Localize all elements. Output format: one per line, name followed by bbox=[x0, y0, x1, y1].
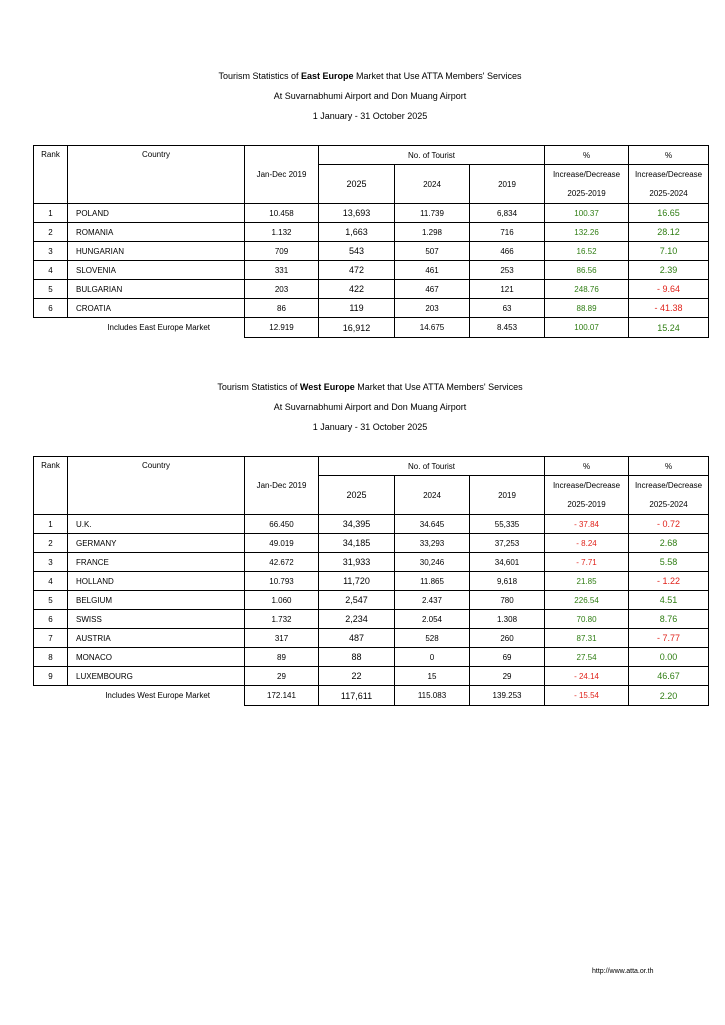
rank-cell: 3 bbox=[34, 242, 68, 261]
footer-url: http://www.atta.or.th bbox=[592, 968, 654, 975]
table-row bbox=[34, 553, 709, 572]
total-row bbox=[34, 686, 709, 706]
country-header: Country bbox=[68, 146, 245, 204]
table-row bbox=[34, 572, 709, 591]
pct-2019-cell: - 37.84 bbox=[545, 515, 629, 534]
jan-dec-2019-cell: 66.450 bbox=[245, 515, 319, 534]
jan-dec-2019-cell: 1.060 bbox=[245, 591, 319, 610]
country-cell: POLAND bbox=[68, 204, 245, 223]
year-2024-cell: 1.298 bbox=[395, 223, 470, 242]
year-2019-cell: 37,253 bbox=[470, 534, 545, 553]
year-2024-cell: 203 bbox=[395, 299, 470, 318]
pct-2024-cell: - 1.22 bbox=[629, 572, 709, 591]
west-europe-table bbox=[33, 456, 709, 706]
pct-2024-cell: - 9.64 bbox=[629, 280, 709, 299]
year-2025-cell: 34,185 bbox=[319, 534, 395, 553]
year-2024-cell: 11.739 bbox=[395, 204, 470, 223]
year-2024-cell: 467 bbox=[395, 280, 470, 299]
pct-2019-cell: 86.56 bbox=[545, 261, 629, 280]
year-2019-cell: 6,834 bbox=[470, 204, 545, 223]
jan-dec-2019-header: Jan-Dec 2019 bbox=[245, 146, 319, 204]
pct-2019-header: % bbox=[545, 457, 629, 476]
pct-2019-cell: 100.37 bbox=[545, 204, 629, 223]
year-2025-cell: 543 bbox=[319, 242, 395, 261]
jan-dec-2019-cell: 89 bbox=[245, 648, 319, 667]
pct-2019-cell: 16.52 bbox=[545, 242, 629, 261]
east-region-name: East Europe bbox=[301, 71, 354, 81]
pct-2019-cell: - 24.14 bbox=[545, 667, 629, 686]
year-2019-cell: 260 bbox=[470, 629, 545, 648]
rank-cell: 4 bbox=[34, 261, 68, 280]
year-2019-cell: 716 bbox=[470, 223, 545, 242]
pct-2024-cell: - 0.72 bbox=[629, 515, 709, 534]
year-2025-cell: 22 bbox=[319, 667, 395, 686]
country-header: Country bbox=[68, 457, 245, 515]
year-2025-cell: 422 bbox=[319, 280, 395, 299]
year-2025-cell: 11,720 bbox=[319, 572, 395, 591]
jan-dec-2019-cell: 86 bbox=[245, 299, 319, 318]
rank-cell: 3 bbox=[34, 553, 68, 572]
year-2024-cell: 2.054 bbox=[395, 610, 470, 629]
year-2024-cell: 2.437 bbox=[395, 591, 470, 610]
jan-dec-2019-cell: 203 bbox=[245, 280, 319, 299]
year-2019-cell: 121 bbox=[470, 280, 545, 299]
country-cell: ROMANIA bbox=[68, 223, 245, 242]
jan-dec-2019-cell: 709 bbox=[245, 242, 319, 261]
pct-2019-header: % bbox=[545, 146, 629, 165]
rank-cell: 1 bbox=[34, 515, 68, 534]
jan-dec-2019-cell: 29 bbox=[245, 667, 319, 686]
pct-2024-cell: 46.67 bbox=[629, 667, 709, 686]
year-2025-cell: 1,663 bbox=[319, 223, 395, 242]
pct-2024-cell: 0.00 bbox=[629, 648, 709, 667]
year-2024-cell: 15 bbox=[395, 667, 470, 686]
year-2019-header: 2019 bbox=[470, 476, 545, 515]
pct-2019-label: Increase/Decrease 2025-2019 bbox=[545, 476, 629, 515]
year-2024-cell: 461 bbox=[395, 261, 470, 280]
country-cell: SWISS bbox=[68, 610, 245, 629]
total-2024: 115.083 bbox=[395, 686, 470, 706]
east-subtitle: At Suvarnabhumi Airport and Don Muang Airport bbox=[273, 91, 467, 101]
total-pct-2019: 100.07 bbox=[545, 318, 629, 338]
rank-cell: 5 bbox=[34, 591, 68, 610]
year-2019-cell: 466 bbox=[470, 242, 545, 261]
year-2025-cell: 472 bbox=[319, 261, 395, 280]
pct-2024-cell: 16.65 bbox=[629, 204, 709, 223]
jan-dec-2019-header: Jan-Dec 2019 bbox=[245, 457, 319, 515]
pct-2024-cell: 2.39 bbox=[629, 261, 709, 280]
total-2025: 117,611 bbox=[319, 686, 395, 706]
year-2019-cell: 780 bbox=[470, 591, 545, 610]
pct-2024-label: Increase/Decrease 2025-2024 bbox=[629, 165, 709, 204]
total-row bbox=[34, 318, 709, 338]
year-2025-cell: 2,234 bbox=[319, 610, 395, 629]
pct-2024-cell: 2.68 bbox=[629, 534, 709, 553]
pct-2024-cell: 5.58 bbox=[629, 553, 709, 572]
rank-cell: 2 bbox=[34, 534, 68, 553]
year-2019-cell: 63 bbox=[470, 299, 545, 318]
rank-cell: 6 bbox=[34, 610, 68, 629]
total-jan-dec-2019: 12.919 bbox=[245, 318, 319, 338]
table-row bbox=[34, 261, 709, 280]
pct-2019-label: Increase/Decrease 2025-2019 bbox=[545, 165, 629, 204]
year-2019-cell: 9,618 bbox=[470, 572, 545, 591]
table-row bbox=[34, 629, 709, 648]
year-2024-cell: 0 bbox=[395, 648, 470, 667]
year-2025-header: 2025 bbox=[319, 476, 395, 515]
jan-dec-2019-cell: 317 bbox=[245, 629, 319, 648]
pct-2019-cell: - 8.24 bbox=[545, 534, 629, 553]
country-cell: AUSTRIA bbox=[68, 629, 245, 648]
year-2024-cell: 528 bbox=[395, 629, 470, 648]
east-europe-table bbox=[33, 145, 709, 338]
jan-dec-2019-cell: 10.793 bbox=[245, 572, 319, 591]
year-2025-cell: 487 bbox=[319, 629, 395, 648]
east-title: Tourism Statistics of East Europe Market that Use ATTA Members' Services bbox=[218, 71, 522, 81]
total-pct-2024: 15.24 bbox=[629, 318, 709, 338]
year-2024-cell: 33,293 bbox=[395, 534, 470, 553]
total-pct-2019: - 15.54 bbox=[545, 686, 629, 706]
pct-2019-cell: 88.89 bbox=[545, 299, 629, 318]
rank-cell: 9 bbox=[34, 667, 68, 686]
west-period: 1 January - 31 October 2025 bbox=[312, 422, 428, 432]
jan-dec-2019-cell: 1.132 bbox=[245, 223, 319, 242]
jan-dec-2019-cell: 10.458 bbox=[245, 204, 319, 223]
year-2025-cell: 2,547 bbox=[319, 591, 395, 610]
country-cell: U.K. bbox=[68, 515, 245, 534]
table-row bbox=[34, 242, 709, 261]
year-2025-header: 2025 bbox=[319, 165, 395, 204]
table-row bbox=[34, 610, 709, 629]
pct-2019-cell: 87.31 bbox=[545, 629, 629, 648]
country-cell: FRANCE bbox=[68, 553, 245, 572]
rank-cell: 4 bbox=[34, 572, 68, 591]
pct-2024-cell: 4.51 bbox=[629, 591, 709, 610]
rank-cell: 6 bbox=[34, 299, 68, 318]
year-2024-cell: 34.645 bbox=[395, 515, 470, 534]
year-2019-cell: 253 bbox=[470, 261, 545, 280]
pct-2024-label: Increase/Decrease 2025-2024 bbox=[629, 476, 709, 515]
country-cell: HOLLAND bbox=[68, 572, 245, 591]
table-row bbox=[34, 204, 709, 223]
total-2019: 8.453 bbox=[470, 318, 545, 338]
pct-2019-cell: 226.54 bbox=[545, 591, 629, 610]
year-2024-header: 2024 bbox=[395, 165, 470, 204]
year-2024-cell: 30,246 bbox=[395, 553, 470, 572]
year-2024-header: 2024 bbox=[395, 476, 470, 515]
pct-2024-cell: 7.10 bbox=[629, 242, 709, 261]
year-2019-cell: 55,335 bbox=[470, 515, 545, 534]
rank-cell: 1 bbox=[34, 204, 68, 223]
total-2025: 16,912 bbox=[319, 318, 395, 338]
year-2019-cell: 29 bbox=[470, 667, 545, 686]
year-2025-cell: 34,395 bbox=[319, 515, 395, 534]
year-2025-cell: 13,693 bbox=[319, 204, 395, 223]
pct-2024-cell: 28.12 bbox=[629, 223, 709, 242]
table-row bbox=[34, 648, 709, 667]
country-cell: MONACO bbox=[68, 648, 245, 667]
country-cell: CROATIA bbox=[68, 299, 245, 318]
table-row bbox=[34, 534, 709, 553]
total-2019: 139.253 bbox=[470, 686, 545, 706]
pct-2024-cell: - 7.77 bbox=[629, 629, 709, 648]
country-cell: BELGIUM bbox=[68, 591, 245, 610]
year-2025-cell: 31,933 bbox=[319, 553, 395, 572]
no-of-tourist-header: No. of Tourist bbox=[319, 146, 545, 165]
jan-dec-2019-cell: 42.672 bbox=[245, 553, 319, 572]
country-cell: GERMANY bbox=[68, 534, 245, 553]
pct-2019-cell: 248.76 bbox=[545, 280, 629, 299]
east-title-block bbox=[0, 66, 725, 126]
pct-2019-cell: 27.54 bbox=[545, 648, 629, 667]
table-row bbox=[34, 280, 709, 299]
pct-2019-cell: - 7.71 bbox=[545, 553, 629, 572]
country-cell: SLOVENIA bbox=[68, 261, 245, 280]
pct-2024-header: % bbox=[629, 146, 709, 165]
total-label: Includes East Europe Market bbox=[34, 318, 245, 338]
west-region-name: West Europe bbox=[299, 382, 355, 392]
jan-dec-2019-cell: 49.019 bbox=[245, 534, 319, 553]
pct-2024-cell: 8.76 bbox=[629, 610, 709, 629]
rank-header: Rank bbox=[34, 146, 68, 204]
west-title: Tourism Statistics of West Europe Market that Use ATTA Members' Services bbox=[217, 382, 523, 392]
table-row bbox=[34, 223, 709, 242]
year-2019-cell: 1.308 bbox=[470, 610, 545, 629]
year-2025-cell: 88 bbox=[319, 648, 395, 667]
rank-cell: 5 bbox=[34, 280, 68, 299]
total-pct-2024: 2.20 bbox=[629, 686, 709, 706]
table-row bbox=[34, 591, 709, 610]
west-subtitle: At Suvarnabhumi Airport and Don Muang Airport bbox=[273, 402, 467, 412]
no-of-tourist-header: No. of Tourist bbox=[319, 457, 545, 476]
year-2025-cell: 119 bbox=[319, 299, 395, 318]
table-row bbox=[34, 299, 709, 318]
year-2019-cell: 69 bbox=[470, 648, 545, 667]
country-cell: BULGARIAN bbox=[68, 280, 245, 299]
total-jan-dec-2019: 172.141 bbox=[245, 686, 319, 706]
west-title-block bbox=[0, 377, 725, 437]
pct-2019-cell: 21.85 bbox=[545, 572, 629, 591]
pct-2024-cell: - 41.38 bbox=[629, 299, 709, 318]
year-2024-cell: 11.865 bbox=[395, 572, 470, 591]
year-2024-cell: 507 bbox=[395, 242, 470, 261]
table-row bbox=[34, 515, 709, 534]
rank-cell: 8 bbox=[34, 648, 68, 667]
rank-cell: 2 bbox=[34, 223, 68, 242]
country-cell: LUXEMBOURG bbox=[68, 667, 245, 686]
pct-2019-cell: 70.80 bbox=[545, 610, 629, 629]
table-row bbox=[34, 667, 709, 686]
total-2024: 14.675 bbox=[395, 318, 470, 338]
rank-header: Rank bbox=[34, 457, 68, 515]
rank-cell: 7 bbox=[34, 629, 68, 648]
jan-dec-2019-cell: 1.732 bbox=[245, 610, 319, 629]
jan-dec-2019-cell: 331 bbox=[245, 261, 319, 280]
year-2019-header: 2019 bbox=[470, 165, 545, 204]
east-period: 1 January - 31 October 2025 bbox=[312, 111, 428, 121]
pct-2019-cell: 132.26 bbox=[545, 223, 629, 242]
pct-2024-header: % bbox=[629, 457, 709, 476]
total-label: Includes West Europe Market bbox=[34, 686, 245, 706]
country-cell: HUNGARIAN bbox=[68, 242, 245, 261]
year-2019-cell: 34,601 bbox=[470, 553, 545, 572]
